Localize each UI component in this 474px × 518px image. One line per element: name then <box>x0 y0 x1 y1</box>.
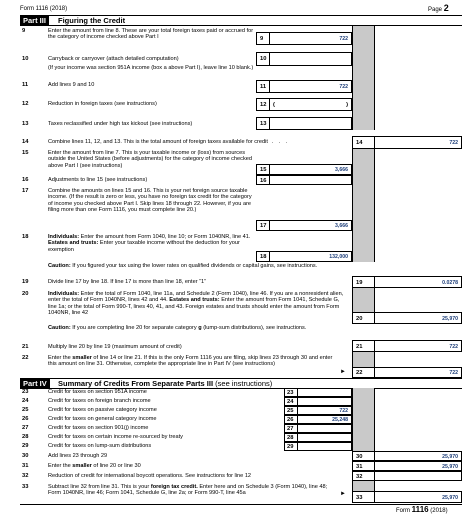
line-20-label-estates: Estates and trusts: <box>169 297 220 304</box>
line-31-box-divider <box>352 461 375 471</box>
line-12-paren-open: ( <box>273 102 275 108</box>
line-21-box-label: 21 <box>356 344 363 350</box>
line-30-value: 25,970 <box>442 454 458 460</box>
line-30-text: Add lines 23 through 29 <box>48 453 108 459</box>
line-31-bold: smaller <box>72 463 92 469</box>
line-15-box-divider <box>256 164 270 175</box>
footer-form-number: 1116 <box>411 505 429 514</box>
line-18-field[interactable] <box>256 251 352 262</box>
line-24-number: 24 <box>22 398 29 404</box>
line-25-box-label: 25 <box>287 408 294 414</box>
line-21-text: Multiply line 20 by line 19 (maximum amount of credit) <box>48 344 182 350</box>
line-33-text-b: Enter here and on Schedule 3 (Form 1040), line 48; Form 1040NR, line 46; Form 1041, Schedule G, line 2a; or Form 990-T, line 45a <box>48 484 328 497</box>
line-23-box-divider <box>284 388 298 397</box>
line-13-field[interactable] <box>256 117 352 130</box>
line-18-text-estates: Enter your taxable income without the deduction for your exemption <box>48 240 240 253</box>
part3-tag: Part III <box>20 16 49 25</box>
line-17-box-label: 17 <box>260 223 267 229</box>
line-16-field[interactable] <box>256 175 352 185</box>
line-13-box-label: 13 <box>260 121 267 127</box>
line-12-field[interactable] <box>256 98 352 111</box>
line-9-value: 722 <box>339 36 348 42</box>
page-number: 2 <box>443 3 449 13</box>
line-14-text: Combine lines 11, 12, and 13. This is the total amount of foreign taxes available for credit . . . <box>48 139 290 145</box>
line-20-value: 25,970 <box>442 316 458 322</box>
line-24-box-divider <box>284 397 298 406</box>
line-18-box-divider <box>256 251 270 262</box>
line-22-arrow-icon: ► <box>340 369 346 375</box>
footer-rule <box>20 504 462 505</box>
line-15-box-label: 15 <box>260 167 267 173</box>
line-33-box-divider <box>352 491 375 503</box>
line-25-value: 722 <box>339 408 348 414</box>
part4-title <box>58 379 272 388</box>
line-28-box-label: 28 <box>287 435 294 441</box>
line-11-text: Add lines 9 and 10 <box>48 82 95 88</box>
line-27-number: 27 <box>22 425 29 431</box>
line-9-number: 9 <box>22 28 26 34</box>
line-18-value: 132,000 <box>329 254 348 260</box>
line-10-box-label: 10 <box>260 56 267 62</box>
line-22-text-a: Enter the <box>48 355 71 361</box>
footer-year: (2018) <box>430 508 448 514</box>
line-29-box-divider <box>284 442 298 451</box>
line-29-text: Credit for taxes on lump-sum distributions <box>48 443 152 449</box>
line-33-bold: foreign tax credit. <box>150 484 198 490</box>
line-20-number: 20 <box>22 291 29 297</box>
line-19-text-content: Divide line 17 by line 18. If line 17 is more than line 18, enter “1” <box>48 279 206 285</box>
line-31-text-a: Enter the <box>48 463 71 469</box>
line-19-box-divider <box>352 276 375 288</box>
line-21-value: 722 <box>449 344 458 350</box>
line-20-text <box>48 291 348 317</box>
line-20-box-label: 20 <box>356 316 363 322</box>
line-11-number: 11 <box>22 82 29 88</box>
line-21-number: 21 <box>22 344 29 350</box>
line-16-box-divider <box>256 175 270 185</box>
part4-tag: Part IV <box>20 379 50 388</box>
line-30-box-label: 30 <box>356 454 363 460</box>
line-30-box-divider <box>352 451 375 461</box>
shaded-column-33 <box>352 481 375 491</box>
line-22-text-b: of line 14 or line 21. If this is the only Form 1116 you are filing, skip lines 23 through 30 and enter this amount on line 31. Otherwise, complete the appropriate line in Part IV (see instructions) <box>48 355 333 368</box>
line-18-caution <box>48 263 348 269</box>
shaded-column-22 <box>352 352 375 367</box>
line-27-box-label: 27 <box>287 426 294 432</box>
line-12-box-divider <box>256 98 270 111</box>
line-11-box-label: 11 <box>260 84 267 90</box>
line-10-note: (If your income was section 951A income (box a above Part I), leave line 10 blank.) <box>48 65 254 71</box>
line-23-number: 23 <box>22 389 29 395</box>
line-18-text-individuals: Enter the amount from Form 1040, line 10; or Form 1040NR, line 41. <box>80 234 251 240</box>
line-23-text: Credit for taxes on section 951A income <box>48 389 147 395</box>
caution-18-label: Caution: <box>48 263 71 269</box>
line-17-text: Combine the amounts on lines 15 and 16. This is your net foreign source taxable income. (If the result is zero or less, you have no foreign tax credit for the category of income you checked above Part I. Skip lines 18 through 22. However, if you are filing more than one Form 1116, you must complete line 20.) <box>48 188 252 214</box>
line-27-text: Credit for taxes on section 901(j) income <box>48 425 149 431</box>
line-10-text: Carryback or carryover (attach detailed computation) <box>48 56 179 62</box>
line-10-box-divider <box>256 52 270 66</box>
line-32-box-divider <box>352 471 375 481</box>
line-25-number: 25 <box>22 407 29 413</box>
line-33-number: 33 <box>22 484 29 490</box>
page-label: Page <box>428 7 443 13</box>
caution-18-text: If you figured your tax using the lower rates on qualified dividends or capital gains, see instructions. <box>72 263 318 269</box>
line-11-box-divider <box>256 80 270 93</box>
line-26-value: 25,248 <box>332 417 348 423</box>
shaded-column-lower <box>352 388 375 451</box>
line-18-text <box>48 234 254 253</box>
line-16-box-label: 16 <box>260 178 267 184</box>
line-13-number: 13 <box>22 121 29 127</box>
line-16-text: Adjustments to line 15 (see instructions) <box>48 177 148 183</box>
line-22-number: 22 <box>22 355 29 361</box>
caution-20-g: g <box>198 325 202 331</box>
line-15-text: Enter the amount from line 7. This is your taxable income or (loss) from sources outside the United States (before adjustments) for the category of income checked above Part I (see instructions) <box>48 150 252 169</box>
line-33-value: 25,970 <box>442 495 458 501</box>
line-12-text: Reduction in foreign taxes (see instructions) <box>48 101 157 107</box>
line-22-bold: smaller <box>72 355 92 361</box>
caution-20-label: Caution: <box>48 325 71 331</box>
page-number-header <box>428 3 449 13</box>
line-17-number: 17 <box>22 188 29 194</box>
line-31-value: 25,970 <box>442 464 458 470</box>
shaded-column-upper <box>352 26 375 130</box>
line-25-text: Credit for taxes on passive category income <box>48 407 157 413</box>
line-19-text <box>48 279 348 285</box>
footer-form-label: Form <box>396 508 410 514</box>
line-19-number: 19 <box>22 279 29 285</box>
line-9-box-divider <box>256 32 270 45</box>
line-24-text: Credit for taxes on foreign branch income <box>48 398 151 404</box>
line-11-value: 722 <box>339 84 348 90</box>
line-27-box-divider <box>284 424 298 433</box>
line-31-text <box>48 463 338 469</box>
line-19-box-label: 19 <box>356 280 363 286</box>
shaded-column-middle <box>352 149 375 262</box>
line-17-value: 3,666 <box>335 223 348 229</box>
line-32-text: Reduction of credit for international boycott operations. See instructions for line 12 <box>48 473 252 479</box>
part3-title: Figuring the Credit <box>58 16 126 25</box>
part4-header-bar <box>20 378 462 389</box>
line-33-text-a: Subtract line 32 from line 31. This is your <box>48 484 150 490</box>
line-11-field[interactable] <box>256 80 352 93</box>
line-24-box-label: 24 <box>287 399 294 405</box>
line-28-text: Credit for taxes on certain income re-sourced by treaty <box>48 434 183 440</box>
line-26-box-divider <box>284 415 298 424</box>
line-13-text: Taxes reclassified under high tax kickout (see instructions) <box>48 121 193 127</box>
line-17-box-divider <box>256 220 270 231</box>
form-header-label: Form 1116 (2018) <box>20 6 68 12</box>
line-31-box-label: 31 <box>356 464 363 470</box>
line-32-box-label: 32 <box>356 474 363 480</box>
line-22-text <box>48 355 340 368</box>
line-14-box-divider <box>352 136 375 149</box>
line-21-box-divider <box>352 340 375 352</box>
line-15-number: 15 <box>22 150 29 156</box>
line-14-value: 722 <box>449 140 458 146</box>
line-9-text: Enter the amount from line 8. These are your total foreign taxes paid or accrued for the category of income checked above Part I <box>48 28 254 41</box>
line-22-box-label: 22 <box>356 370 363 376</box>
caution-20-text: If you are completing line 20 for separate category <box>72 325 197 331</box>
line-23-box-label: 23 <box>287 390 294 396</box>
line-19-value: 0.0278 <box>442 280 458 286</box>
line-16-number: 16 <box>22 177 29 183</box>
line-18-label-estates: Estates and trusts: <box>48 240 99 247</box>
line-10-field[interactable] <box>256 52 352 66</box>
part4-title-note: (see instructions) <box>215 379 273 388</box>
line-25-box-divider <box>284 406 298 415</box>
line-14-text-content: Combine lines 11, 12, and 13. This is the total amount of foreign taxes available for credit <box>48 139 268 145</box>
line-18-box-label: 18 <box>260 254 267 260</box>
line-22-value: 722 <box>449 370 458 376</box>
line-12-paren-close: ) <box>346 102 348 108</box>
line-12-box-label: 12 <box>260 102 267 108</box>
line-20-text-estates: Enter the amount from Form 1041, Schedule G, line 1a; or the total of Form 990-T, lines 40, 41, and 43. Foreign estates and trusts should enter the amount from Form 1040NR, line 42 <box>48 297 340 317</box>
line-9-box-label: 9 <box>260 36 264 42</box>
line-31-number: 31 <box>22 463 29 469</box>
line-20-box-divider <box>352 312 375 324</box>
line-14-number: 14 <box>22 139 29 145</box>
line-28-box-divider <box>284 433 298 442</box>
line-17-field[interactable] <box>256 220 352 231</box>
line-30-number: 30 <box>22 453 29 459</box>
line-32-number: 32 <box>22 473 29 479</box>
line-20-label-individuals: Individuals: <box>48 291 80 297</box>
line-26-text: Credit for taxes on general category income <box>48 416 157 422</box>
line-20-text-individuals: Enter the total of Form 1040, line 11a, and Schedule 2 (Form 1040), line 46. If you are a nonresident alien, enter the total of Form 1040NR, lines 42 and 44. <box>48 291 344 304</box>
line-26-number: 26 <box>22 416 29 422</box>
part3-header-bar <box>20 15 462 26</box>
part4-title-text: Summary of Credits From Separate Parts III <box>58 379 214 388</box>
shaded-column-20 <box>352 288 375 312</box>
form-footer <box>396 506 448 515</box>
line-12-number: 12 <box>22 101 29 107</box>
line-31-text-b: of line 20 or line 30 <box>93 463 141 469</box>
line-15-field[interactable] <box>256 164 352 175</box>
line-33-arrow-icon: ► <box>340 491 346 497</box>
line-29-box-label: 29 <box>287 444 294 450</box>
line-18-number: 18 <box>22 234 29 240</box>
line-29-number: 29 <box>22 443 29 449</box>
line-22-box-divider <box>352 367 375 378</box>
line-14-box-label: 14 <box>356 140 363 146</box>
line-13-box-divider <box>256 117 270 130</box>
caution-20-text2: (lump-sum distributions), see instructions. <box>203 325 307 331</box>
line-33-text <box>48 484 338 497</box>
line-10-number: 10 <box>22 56 29 62</box>
line-33-box-label: 33 <box>356 495 363 501</box>
line-15-value: 3,666 <box>335 167 348 173</box>
line-9-field[interactable] <box>256 32 352 45</box>
line-28-number: 28 <box>22 434 29 440</box>
line-18-label-individuals: Individuals: <box>48 234 80 240</box>
line-20-caution <box>48 325 348 331</box>
line-26-box-label: 26 <box>287 417 294 423</box>
